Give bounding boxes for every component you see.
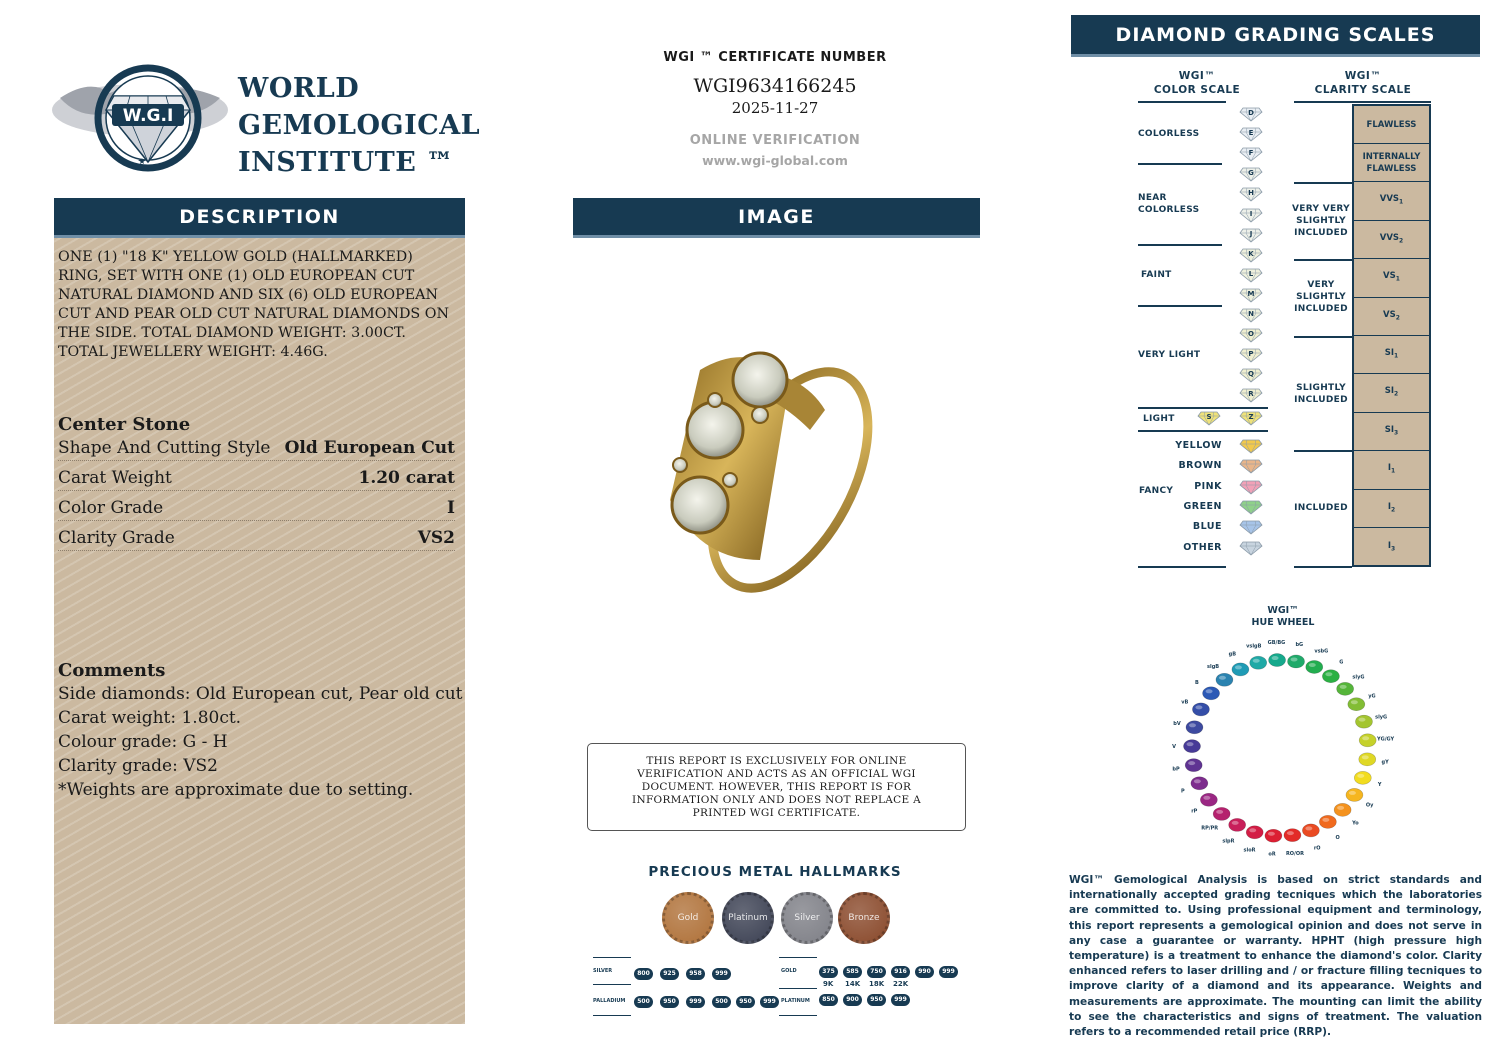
divider — [1294, 259, 1352, 261]
hue-label: slpR — [1222, 838, 1235, 845]
medal-label: Bronze — [848, 913, 880, 923]
description-panel — [54, 198, 465, 1024]
hue-label: rO — [1313, 845, 1321, 852]
divider — [1138, 305, 1222, 307]
color-grade-letter: F — [1248, 149, 1254, 158]
clarity-group-si: SLIGHTLY INCLUDED — [1294, 383, 1348, 405]
spec-label: Clarity Grade — [58, 528, 175, 548]
comment-line: Colour grade: G - H — [58, 732, 228, 752]
spec-row-clarity — [58, 523, 455, 551]
hue-label: B — [1195, 680, 1199, 687]
hue-gem-25 — [1185, 759, 1202, 772]
comment-line: Carat weight: 1.80ct. — [58, 708, 242, 728]
hallmark-badge: 925 — [660, 968, 679, 980]
hue-label: gB — [1228, 651, 1237, 658]
medal-label: Platinum — [728, 913, 768, 923]
hue-gem-24 — [1191, 777, 1208, 790]
platinum-hallmark-label: PLATINUM — [781, 998, 810, 1004]
hallmark-badge: 750 — [867, 966, 886, 978]
wgi-logo — [50, 58, 481, 188]
divider — [1294, 566, 1352, 568]
divider — [593, 957, 631, 958]
hue-label: Yo — [1352, 820, 1359, 827]
spec-row-shape — [58, 433, 455, 461]
hue-gem-16 — [1319, 815, 1336, 828]
color-grade-letter: D — [1248, 109, 1254, 117]
fancy-other-gem-icon — [1239, 541, 1263, 556]
fancy-blue-gem-icon — [1239, 520, 1263, 535]
hallmark-badge: 500 — [712, 996, 731, 1008]
description-text: ONE (1) "18 K" YELLOW GOLD (HALLMARKED) RING, SET WITH ONE (1) OLD EUROPEAN CUT NATURAL DIAMOND AND SIX (6) OLD EUROPEAN CUT AND PEAR OLD CUT NATURAL DIAMONDS ON THE SIDE. TOTAL DIAMOND WEIGHT: 3.00CT. TOTAL JEWELLERY WEIGHT: 4.46G. — [58, 249, 449, 360]
clarity-cell: $VVS_1$ — [1354, 183, 1429, 221]
hue-label: O — [1335, 834, 1340, 841]
hallmark-badge: 999 — [712, 968, 731, 980]
color-grade-letter: S — [1206, 413, 1212, 421]
clarity-cell: $I_3$ — [1387, 540, 1396, 553]
karat-label: 9K — [823, 980, 834, 988]
clarity-cell: $SI_3$ — [1354, 413, 1429, 451]
color-grade-letter: N — [1248, 310, 1254, 318]
fancy-color-label: OTHER — [1183, 541, 1222, 553]
hue-gem-14 — [1346, 788, 1363, 801]
divider — [1294, 336, 1352, 338]
hue-gem-11 — [1359, 734, 1376, 747]
comment-line: Clarity grade: VS2 — [58, 756, 218, 776]
fancy-color-label: PINK — [1194, 480, 1222, 492]
hue-wheel-title-line-2: HUE WHEEL — [1251, 617, 1315, 628]
hue-wheel-title-line-1: WGI™ — [1267, 605, 1299, 616]
comments-title: Comments — [58, 660, 166, 681]
hue-gem-17 — [1302, 824, 1319, 837]
certificate-label: WGI ™ CERTIFICATE NUMBER — [663, 50, 887, 65]
color-grade-letter: Q — [1248, 370, 1254, 379]
hue-label: slgB — [1207, 663, 1220, 670]
hallmark-badge: 850 — [819, 994, 838, 1006]
color-scale-title — [1138, 69, 1256, 97]
color-scale-title-line-2: COLOR SCALE — [1153, 84, 1241, 96]
divider — [1138, 566, 1226, 568]
hallmark-badge: 950 — [867, 994, 886, 1006]
hue-gem-26 — [1184, 740, 1201, 753]
hue-gem-20 — [1246, 826, 1263, 839]
hallmark-badge: 990 — [915, 966, 934, 978]
hue-label: yG — [1368, 693, 1376, 700]
clarity-scale-title-line-2: CLARITY SCALE — [1314, 84, 1412, 96]
hue-label: vsbG — [1314, 648, 1329, 655]
hue-gem-7 — [1322, 670, 1339, 683]
verification-url[interactable]: www.wgi-global.com — [702, 153, 848, 168]
divider — [779, 957, 817, 958]
hallmark-badge: 999 — [760, 996, 779, 1008]
hue-label: bP — [1172, 766, 1180, 773]
color-grade-letter: H — [1248, 189, 1254, 198]
hallmark-badge: 375 — [819, 966, 838, 978]
hue-label: Y — [1377, 781, 1382, 788]
silver-hallmark-label: SILVER — [593, 968, 613, 974]
hallmark-badge: 916 — [891, 966, 910, 978]
clarity-group-vvs: VERY VERY SLIGHTLY INCLUDED — [1292, 204, 1350, 238]
comment-line: Side diamonds: Old European cut, Pear old cut — [58, 684, 463, 704]
hue-label: bV — [1173, 721, 1181, 728]
hue-gem-8 — [1337, 682, 1354, 695]
hue-wheel-title — [1233, 605, 1333, 629]
hue-gem-13 — [1354, 771, 1371, 784]
hue-gem-0 — [1203, 687, 1220, 700]
divider — [1138, 163, 1222, 165]
hue-label: V — [1172, 743, 1176, 750]
palladium-hallmark-label: PALLADIUM — [593, 998, 626, 1004]
brand-name-line-1: WORLD — [238, 73, 360, 104]
certificate-number: WGI9634166245 — [693, 75, 857, 97]
description-header: DESCRIPTION — [54, 198, 465, 238]
divider — [1294, 182, 1352, 184]
disclaimer-text: WGI™ Gemological Analysis is based on strict standards and internationally accepted grading tecniques which the laboratories are committed to. Using professional equipment and terminology, this report represents a gemological opinion and does not serve in any case a guarantee or warranty. HPHT (high pressure high temperature) is a treatment to enhance the diamond's color. Clarity enhanced refers to laser drilling and / or fracture filling tecniques to improve clarity of a diamond and its appearance. Weights and measurements are approximate. The mounting can limit the ability to see the characteristics and signs of treatment. The valuation refers to a recommended retail price (RRP). — [1069, 874, 1482, 1039]
hallmark-badge: 950 — [660, 996, 679, 1008]
hallmarks-title: PRECIOUS METAL HALLMARKS — [648, 864, 902, 880]
clarity-cell: $I_2$ — [1354, 490, 1429, 528]
color-group-very-light: VERY LIGHT — [1138, 350, 1201, 360]
divider — [779, 1015, 817, 1016]
color-grade-letter: P — [1248, 350, 1254, 359]
online-notice-box: THIS REPORT IS EXCLUSIVELY FOR ONLINE VERIFICATION AND ACTS AS AN OFFICIAL WGI DOCUMENT. HOWEVER, THIS REPORT IS FOR INFORMATION ONLY AND DOES NOT REPLACE A PRINTED WGI CERTIFICATE. — [587, 743, 966, 831]
online-verification-label: ONLINE VERIFICATION — [689, 133, 861, 148]
bronze-medal-icon — [838, 892, 890, 944]
clarity-cell: $SI_2$ — [1354, 375, 1429, 413]
hue-label: gY — [1381, 759, 1389, 766]
hallmark-badge: 585 — [843, 966, 862, 978]
hue-label: vslgB — [1246, 643, 1262, 650]
hue-gem-18 — [1284, 829, 1301, 842]
karat-label: 22K — [893, 980, 909, 988]
ring-photo-icon — [640, 330, 880, 600]
divider — [593, 984, 631, 985]
color-grade-letter: R — [1248, 390, 1254, 399]
karat-label: 14K — [845, 980, 861, 988]
hue-label: RO/OR — [1285, 850, 1304, 857]
color-scale-title-line-1: WGI™ — [1178, 70, 1216, 82]
spec-value: I — [447, 498, 455, 518]
hue-gem-3 — [1250, 656, 1267, 669]
hue-gem-28 — [1192, 703, 1209, 716]
hue-gem-23 — [1200, 793, 1217, 806]
hue-label: sloR — [1243, 847, 1256, 854]
color-grade-letter: M — [1247, 289, 1255, 298]
hue-label: P — [1181, 788, 1185, 795]
fancy-label: FANCY — [1139, 486, 1174, 496]
karat-label: 18K — [869, 980, 885, 988]
hue-gem-10 — [1355, 715, 1372, 728]
hue-gem-4 — [1269, 654, 1286, 667]
clarity-cell: FLAWLESS — [1354, 106, 1429, 144]
hue-gem-1 — [1216, 673, 1233, 686]
clarity-group-included: INCLUDED — [1294, 503, 1348, 513]
fancy-pink-gem-icon — [1239, 480, 1263, 495]
clarity-cell: INTERNALLY FLAWLESS — [1354, 144, 1429, 182]
grading-scales-header: DIAMOND GRADING SCALES — [1071, 15, 1480, 57]
hue-label: GB/BG — [1267, 640, 1286, 647]
hallmark-badge: 999 — [686, 996, 705, 1008]
fancy-color-label: BROWN — [1178, 460, 1222, 472]
color-group-light: LIGHT — [1143, 414, 1175, 424]
hue-label: rP — [1191, 808, 1198, 815]
divider — [593, 1015, 631, 1016]
medal-label: Gold — [677, 913, 699, 923]
hallmark-badge: 500 — [634, 996, 653, 1008]
color-group-faint: FAINT — [1141, 270, 1172, 280]
clarity-cell: $I_1$ — [1354, 452, 1429, 490]
hue-label: slyG — [1375, 714, 1388, 721]
hallmark-badge: 950 — [736, 996, 755, 1008]
spec-row-color — [58, 493, 455, 521]
clarity-cell: $VS_1$ — [1354, 260, 1429, 298]
color-grade-letter: I — [1249, 209, 1253, 218]
color-group-colorless: COLORLESS — [1138, 129, 1200, 139]
clarity-cell: $VVS_2$ — [1354, 221, 1429, 259]
clarity-group-vs: VERY SLIGHTLY INCLUDED — [1294, 280, 1348, 314]
fancy-color-label: GREEN — [1183, 500, 1222, 512]
certificate-date: 2025-11-27 — [731, 99, 819, 117]
hallmark-badge: 800 — [634, 968, 653, 980]
gold-hallmark-label: GOLD — [781, 968, 797, 974]
color-grade-letter: O — [1248, 330, 1254, 339]
color-grade-letter: L — [1248, 269, 1254, 278]
brand-name — [238, 70, 480, 181]
spec-label: Color Grade — [58, 498, 164, 518]
spec-value: Old European Cut — [284, 438, 455, 458]
color-grade-letter: E — [1248, 129, 1254, 138]
clarity-scale-box — [1352, 104, 1431, 567]
spec-value: 1.20 carat — [358, 468, 455, 488]
hue-gem-9 — [1348, 698, 1365, 711]
divider — [1138, 430, 1268, 432]
fancy-yellow-gem-icon — [1239, 439, 1263, 454]
color-grade-letter: K — [1248, 249, 1254, 258]
hallmark-badge: 999 — [891, 994, 910, 1006]
svg-text:W.G.I: W.G.I — [122, 106, 174, 126]
clarity-cell: $SI_1$ — [1354, 336, 1429, 374]
spec-label: Carat Weight — [58, 468, 172, 488]
hue-label: Oy — [1365, 802, 1374, 809]
fancy-color-label: BLUE — [1192, 521, 1222, 533]
hue-gem-21 — [1229, 818, 1246, 831]
hue-label: oR — [1268, 851, 1276, 858]
hue-label: bG — [1295, 641, 1304, 648]
brand-name-line-3: INSTITUTE ™ — [238, 147, 454, 178]
clarity-cell: $VS_2$ — [1354, 298, 1429, 336]
color-grade-letter: G — [1248, 169, 1254, 178]
spec-row-carat — [58, 463, 455, 491]
hue-gem-22 — [1213, 807, 1230, 820]
hue-gem-5 — [1288, 655, 1305, 668]
hue-label: slyG — [1352, 674, 1365, 681]
medal-label: Silver — [794, 913, 820, 923]
platinum-medal-icon — [722, 892, 774, 944]
clarity-scale-title — [1300, 69, 1426, 97]
clarity-scale-title-line-1: WGI™ — [1344, 70, 1382, 82]
gold-medal-icon — [662, 892, 714, 944]
divider — [1138, 101, 1226, 103]
comment-line: *Weights are approximate due to setting. — [58, 780, 414, 800]
hue-gem-6 — [1306, 660, 1323, 673]
brand-name-line-2: GEMOLOGICAL — [238, 110, 481, 141]
divider — [1294, 450, 1352, 452]
hue-label: vB — [1181, 699, 1189, 706]
hue-label: RP/PR — [1201, 825, 1219, 832]
spec-label: Shape And Cutting Style — [58, 438, 271, 458]
hue-wheel-chart — [1150, 630, 1410, 860]
hue-gem-19 — [1265, 829, 1282, 842]
silver-medal-icon — [781, 892, 833, 944]
fancy-color-label: YELLOW — [1175, 440, 1222, 451]
color-grade-letter: J — [1249, 229, 1253, 238]
hue-label: G — [1339, 659, 1344, 666]
fancy-green-gem-icon — [1239, 500, 1263, 515]
color-group-near-colorless: NEAR COLORLESS — [1138, 193, 1200, 215]
divider — [779, 988, 817, 989]
hue-gem-12 — [1359, 753, 1376, 766]
spec-value: VS2 — [417, 528, 455, 548]
hue-label: YG/GY — [1377, 736, 1395, 743]
center-stone-title: Center Stone — [58, 414, 191, 435]
hallmark-badge: 900 — [843, 994, 862, 1006]
hue-gem-15 — [1334, 803, 1351, 816]
globe-logo-icon — [50, 58, 230, 178]
divider — [1294, 101, 1431, 103]
color-grade-letter: Z — [1248, 413, 1254, 421]
hue-gem-2 — [1232, 663, 1249, 676]
hallmark-badge: 958 — [686, 968, 705, 980]
divider — [1138, 244, 1222, 246]
fancy-brown-gem-icon — [1239, 459, 1263, 474]
hallmark-badge: 999 — [939, 966, 958, 978]
divider — [1138, 407, 1268, 409]
hue-gem-27 — [1186, 721, 1203, 734]
image-header: IMAGE — [573, 198, 980, 238]
